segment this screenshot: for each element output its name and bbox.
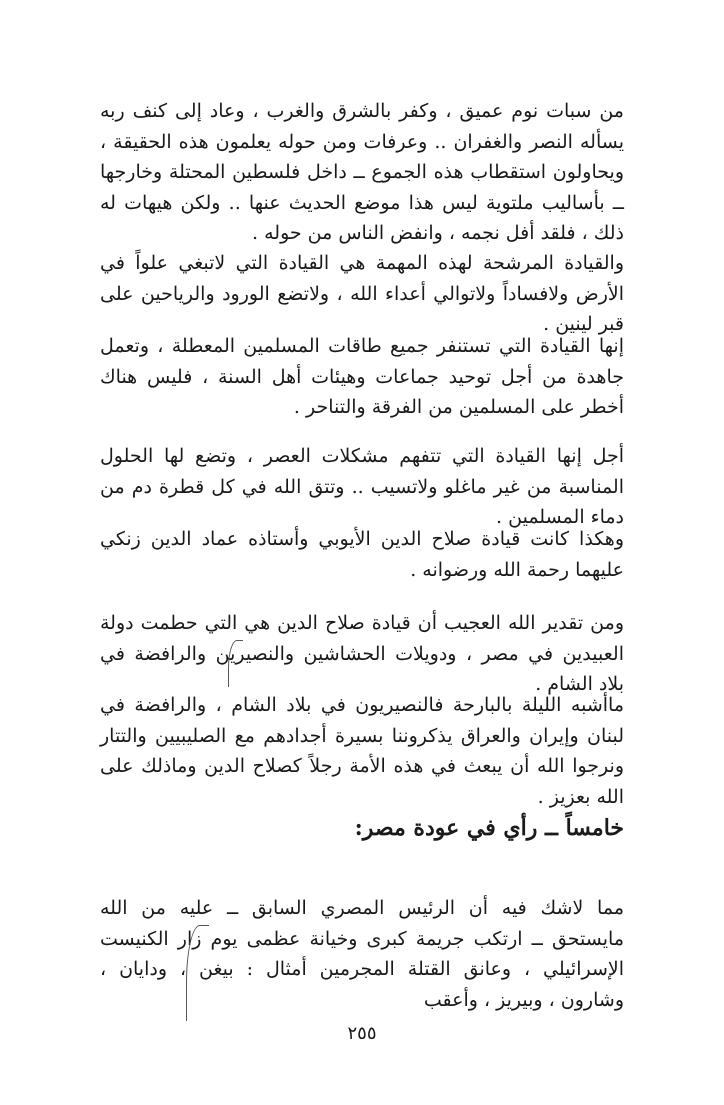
paragraph-5: وهكذا كانت قيادة صلاح الدين الأيوبي وأستاذه عماد الدين زنكي عليهما رحمة الله ورضوانه . — [100, 528, 624, 581]
paragraph-3: إنها القيادة التي تستنفر جميع طاقات المسلمين المعطلة ، وتعمل جاهدة من أجل توحيد جماعات وهيئات أهل السنة ، فليس هناك أخطر على المسلمين من الفرقة والتناحر . — [100, 335, 624, 418]
page-number: ٢٥٥ — [347, 1023, 377, 1044]
paragraph-4: أجل إنها القيادة التي تتفهم مشكلات العصر ، وتضع لها الحلول المناسبة من غير ماغلو ولاتسيب .. وتتق الله في كل قطرة دم من دماء المسلمين . — [100, 445, 624, 528]
scan-artifact-mark — [228, 640, 243, 687]
paragraph-8: مما لاشك فيه أن الرئيس المصري السابق ــ عليه من الله مايستحق ــ ارتكب جريمة كبرى وخيانة عظمى يوم زار الكنيست الإسرائيلي ، وعانق القتلة المجرمين أمثال : بيغن ، ودايان ، وشارون ، وبيريز ، وأعقب — [100, 897, 624, 1011]
paragraph-7: ماأشبه الليلة بالبارحة فالنصيريون في بلاد الشام ، والرافضة في لبنان وإيران والعراق يذكروننا بسيرة أجدادهم مع الصليبيين والتتار ونرجوا الله أن يبعث في هذه الأمة رجلاً كصلاح الدين وماذلك على الله بعزيز . — [100, 694, 624, 808]
paragraph-6: ومن تقدير الله العجيب أن قيادة صلاح الدين هي التي حطمت دولة العبيدين في مصر ، ودويلات الحشاشين والنصيرين والرافضة في بلاد الشام . — [100, 612, 624, 695]
paragraph-2: والقيادة المرشحة لهذه المهمة هي القيادة التي لاتبغي علواً في الأرض ولافساداً ولاتوالي أعداء الله ، ولاتضع الورود والرياحين على قبر لينين . — [100, 252, 624, 335]
section-heading: خامساً ــ رأي في عودة مصر: — [354, 815, 624, 841]
scan-artifact-mark — [186, 925, 209, 1021]
paragraph-1: من سبات نوم عميق ، وكفر بالشرق والغرب ، وعاد إلى كنف ربه يسأله النصر والغفران .. وعرفات ومن حوله يعلمون هذه الحقيقة ، ويحاولون استقطاب هذه الجموع ــ داخل فلسطين المحتلة وخارجها ــ بأساليب ملتوية ليس هذا موضع الحديث عنها .. ولكن هيهات له ذلك ، فلقد أفل نجمه ، وانفض الناس من حوله . — [100, 100, 624, 244]
